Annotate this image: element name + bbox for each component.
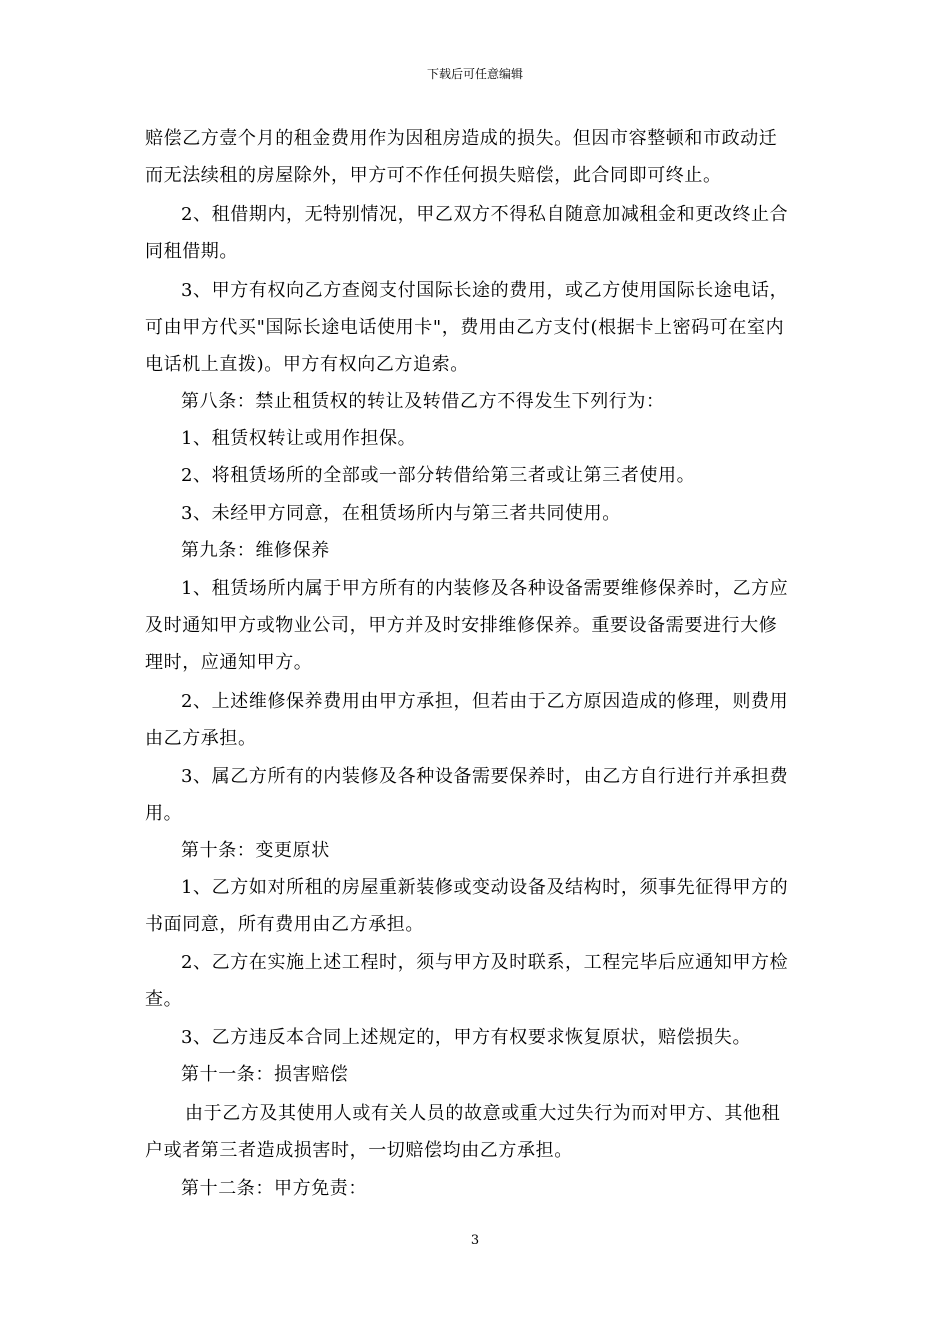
- paragraph-line: 赔偿乙方壹个月的租金费用作为因租房造成的损失。但因市容整顿和市政动迁: [145, 128, 778, 149]
- paragraph-line: 查。: [145, 989, 183, 1010]
- paragraph-line: 用。: [145, 803, 183, 824]
- paragraph-line: 户或者第三者造成损害时，一切赔偿均由乙方承担。: [145, 1140, 573, 1161]
- paragraph-line: 3、未经甲方同意，在租赁场所内与第三者共同使用。: [181, 503, 621, 524]
- paragraph-line: 理时，应通知甲方。: [145, 652, 313, 673]
- paragraph-line: 1、租赁场所内属于甲方所有的内装修及各种设备需要维修保养时，乙方应: [181, 578, 789, 599]
- paragraph-line: 书面同意，所有费用由乙方承担。: [145, 914, 424, 935]
- paragraph-line: 2、上述维修保养费用由甲方承担，但若由于乙方原因造成的修理，则费用: [181, 691, 789, 712]
- article-heading: 第十一条：损害赔偿: [181, 1064, 349, 1085]
- article-heading: 第十条：变更原状: [181, 840, 330, 861]
- page-number: 3: [470, 1233, 480, 1248]
- paragraph-line: 3、乙方违反本合同上述规定的，甲方有权要求恢复原状，赔偿损失。: [181, 1027, 752, 1048]
- paragraph-line: 3、甲方有权向乙方查阅支付国际长途的费用，或乙方使用国际长途电话，: [181, 280, 789, 301]
- paragraph-line: 2、乙方在实施上述工程时，须与甲方及时联系，工程完毕后应通知甲方检: [181, 952, 789, 973]
- paragraph-line: 由乙方承担。: [145, 728, 257, 749]
- paragraph-line: 1、租赁权转让或用作担保。: [181, 428, 417, 449]
- paragraph-line: 3、属乙方所有的内装修及各种设备需要保养时，由乙方自行进行并承担费: [181, 766, 789, 787]
- article-heading: 第九条：维修保养: [181, 540, 330, 561]
- paragraph-line: 及时通知甲方或物业公司，甲方并及时安排维修保养。重要设备需要进行大修: [145, 615, 778, 636]
- paragraph-line: 2、将租赁场所的全部或一部分转借给第三者或让第三者使用。: [181, 465, 696, 486]
- paragraph-line: 1、乙方如对所租的房屋重新装修或变动设备及结构时，须事先征得甲方的: [181, 877, 789, 898]
- paragraph-line: 电话机上直拨)。甲方有权向乙方追索。: [145, 354, 469, 375]
- paragraph-line: 由于乙方及其使用人或有关人员的故意或重大过失行为而对甲方、其他租: [185, 1103, 781, 1124]
- paragraph-line: 2、租借期内，无特别情况，甲乙双方不得私自随意加减租金和更改终止合: [181, 204, 789, 225]
- paragraph-line: 同租借期。: [145, 241, 238, 262]
- paragraph-line: 可由甲方代买"国际长途电话使用卡"，费用由乙方支付(根据卡上密码可在室内: [145, 317, 785, 338]
- article-heading: 第八条：禁止租赁权的转让及转借乙方不得发生下列行为：: [181, 391, 665, 412]
- paragraph-line: 而无法续租的房屋除外，甲方可不作任何损失赔偿，此合同即可终止。: [145, 165, 722, 186]
- page-header-note: 下载后可任意编辑: [426, 67, 523, 81]
- article-heading: 第十二条：甲方免责：: [181, 1178, 367, 1199]
